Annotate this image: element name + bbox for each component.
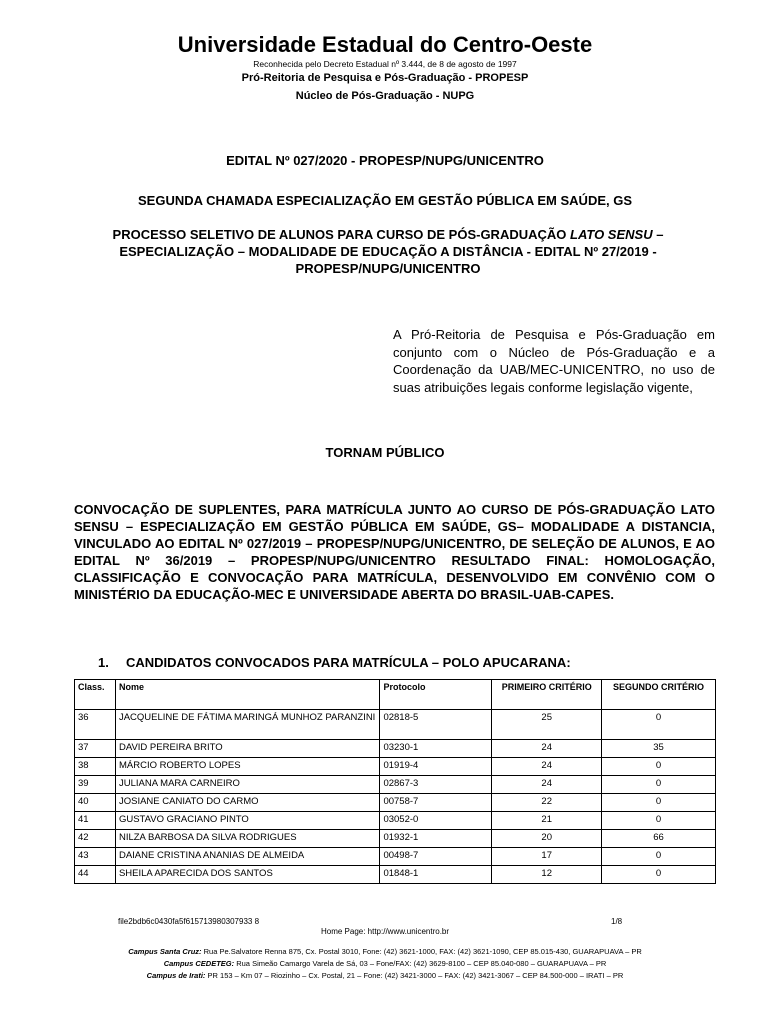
- campus-cedeteg-address: Rua Simeão Camargo Varela de Sá, 03 – Fone/FAX: (42) 3629-8100 – CEP 85.040-080 – GUARAPUAVA – PR: [234, 959, 607, 968]
- section-title: CANDIDATOS CONVOCADOS PARA MATRÍCULA – POLO APUCARANA:: [126, 655, 571, 670]
- cell-segundo: 0: [602, 710, 716, 740]
- table-row: [75, 710, 716, 740]
- candidates-table: [74, 679, 716, 884]
- processo-italic: LATO SENSU: [570, 227, 653, 242]
- campus-santa-cruz: [0, 947, 770, 956]
- home-page-link[interactable]: Home Page: http://www.unicentro.br: [320, 927, 450, 936]
- section-number: 1.: [98, 655, 109, 670]
- cell-segundo: 0: [602, 794, 716, 812]
- campus-irati-name: Campus de Irati:: [146, 971, 206, 980]
- campus-santa-cruz-name: Campus Santa Cruz:: [128, 947, 202, 956]
- cell-protocolo: 02818-5: [380, 710, 492, 740]
- cell-segundo: 0: [602, 758, 716, 776]
- section-heading: [98, 655, 571, 670]
- tornam-publico-heading: TORNAM PÚBLICO: [325, 445, 445, 460]
- cell-class: 42: [75, 830, 116, 848]
- cell-primeiro: 12: [492, 866, 602, 884]
- cell-nome: JACQUELINE DE FÁTIMA MARINGÁ MUNHOZ PARANZINI: [115, 710, 379, 740]
- header-primeiro-criterio: PRIMEIRO CRITÉRIO: [492, 680, 602, 710]
- propesp-heading: Pró-Reitoria de Pesquisa e Pós-Graduação - PROPESP: [241, 72, 529, 84]
- cell-class: 36: [75, 710, 116, 740]
- table-header-row: [75, 680, 716, 710]
- cell-primeiro: 22: [492, 794, 602, 812]
- convocacao-paragraph: CONVOCAÇÃO DE SUPLENTES, PARA MATRÍCULA JUNTO AO CURSO DE PÓS-GRADUAÇÃO LATO SENSU – ESPECIALIZAÇÃO EM GESTÃO PÚBLICA EM SAÚDE, GS– MODALIDADE A DISTANCIA, VINCULADO AO EDITAL Nº 027/2019 – PROPESP/NUPG/UNICENTRO, DE SELEÇÃO DE ALUNOS, E AO EDITAL Nº 36/2019 – PROPESP/NUPG/UNICENTRO RESULTADO FINAL: HOMOLOGAÇÃO, CLASSIFICAÇÃO E CONVOCAÇÃO PARA MATRÍCULA, DESENVOLVIDO EM CONVÊNIO COM O MINISTÉRIO DA EDUCAÇÃO-MEC E UNIVERSIDADE ABERTA DO BRASIL-UAB-CAPES.: [74, 502, 715, 602]
- cell-protocolo: 00498-7: [380, 848, 492, 866]
- campus-cedeteg: [0, 959, 770, 968]
- cell-class: 44: [75, 866, 116, 884]
- cell-nome: GUSTAVO GRACIANO PINTO: [115, 812, 379, 830]
- cell-nome: JULIANA MARA CARNEIRO: [115, 776, 379, 794]
- cell-protocolo: 03230-1: [380, 740, 492, 758]
- cell-protocolo: 03052-0: [380, 812, 492, 830]
- cell-segundo: 0: [602, 812, 716, 830]
- processo-title: [78, 226, 698, 277]
- cell-segundo: 0: [602, 866, 716, 884]
- cell-nome: SHEILA APARECIDA DOS SANTOS: [115, 866, 379, 884]
- university-name: Universidade Estadual do Centro-Oeste: [177, 32, 593, 57]
- cell-nome: JOSIANE CANIATO DO CARMO: [115, 794, 379, 812]
- table-row: [75, 794, 716, 812]
- table-row: [75, 812, 716, 830]
- cell-nome: DAVID PEREIRA BRITO: [115, 740, 379, 758]
- campus-irati: [0, 971, 770, 980]
- nupg-heading: Núcleo de Pós-Graduação - NUPG: [295, 90, 475, 102]
- page-number: 1/8: [611, 917, 623, 926]
- edital-title: EDITAL Nº 027/2020 - PROPESP/NUPG/UNICENTRO: [226, 153, 544, 168]
- processo-part2: – ESPECIALIZAÇÃO – MODALIDADE DE EDUCAÇÃO A DISTÂNCIA - EDITAL Nº 27/2019 - PROPESP/NUPG/UNICENTRO: [119, 227, 664, 276]
- cell-protocolo: 01919-4: [380, 758, 492, 776]
- file-identifier: file2bdb6c0430fa5f615713980307933 8: [118, 917, 260, 926]
- cell-class: 41: [75, 812, 116, 830]
- segunda-chamada-title: SEGUNDA CHAMADA ESPECIALIZAÇÃO EM GESTÃO PÚBLICA EM SAÚDE, GS: [137, 193, 633, 208]
- cell-primeiro: 24: [492, 740, 602, 758]
- cell-class: 39: [75, 776, 116, 794]
- intro-paragraph: A Pró-Reitoria de Pesquisa e Pós-Graduação em conjunto com o Núcleo de Pós-Graduação e a Coordenação da UAB/MEC-UNICENTRO, no uso de suas atribuições legais conforme legislação vigente,: [393, 327, 715, 395]
- header-segundo-criterio: SEGUNDO CRITÉRIO: [602, 680, 716, 710]
- cell-primeiro: 17: [492, 848, 602, 866]
- cell-class: 37: [75, 740, 116, 758]
- header-protocolo: Protocolo: [380, 680, 492, 710]
- cell-primeiro: 20: [492, 830, 602, 848]
- table-row: [75, 866, 716, 884]
- cell-primeiro: 25: [492, 710, 602, 740]
- cell-segundo: 0: [602, 776, 716, 794]
- campus-santa-cruz-address: Rua Pe.Salvatore Renna 875, Cx. Postal 3010, Fone: (42) 3621-1000, FAX: (42) 3621-1090, CEP 85.015-430, GUARAPUAVA – PR: [201, 947, 642, 956]
- cell-primeiro: 21: [492, 812, 602, 830]
- cell-protocolo: 00758-7: [380, 794, 492, 812]
- processo-part1: PROCESSO SELETIVO DE ALUNOS PARA CURSO DE PÓS-GRADUAÇÃO: [112, 227, 570, 242]
- cell-class: 40: [75, 794, 116, 812]
- cell-nome: MÁRCIO ROBERTO LOPES: [115, 758, 379, 776]
- campus-irati-address: PR 153 – Km 07 – Riozinho – Cx. Postal, 21 – Fone: (42) 3421-3000 – FAX: (42) 3421-3067 – CEP 84.500-000 – IRATI – PR: [205, 971, 624, 980]
- cell-protocolo: 01848-1: [380, 866, 492, 884]
- cell-primeiro: 24: [492, 776, 602, 794]
- table-row: [75, 740, 716, 758]
- table-row: [75, 848, 716, 866]
- campus-cedeteg-name: Campus CEDETEG:: [163, 959, 235, 968]
- recognition-decree: Reconhecida pelo Decreto Estadual nº 3.444, de 8 de agosto de 1997: [253, 59, 517, 69]
- cell-protocolo: 02867-3: [380, 776, 492, 794]
- cell-class: 43: [75, 848, 116, 866]
- table-row: [75, 830, 716, 848]
- cell-segundo: 0: [602, 848, 716, 866]
- header-class: Class.: [75, 680, 116, 710]
- table-row: [75, 758, 716, 776]
- cell-nome: NILZA BARBOSA DA SILVA RODRIGUES: [115, 830, 379, 848]
- cell-protocolo: 01932-1: [380, 830, 492, 848]
- table-row: [75, 776, 716, 794]
- cell-class: 38: [75, 758, 116, 776]
- cell-segundo: 66: [602, 830, 716, 848]
- header-nome: Nome: [115, 680, 379, 710]
- cell-primeiro: 24: [492, 758, 602, 776]
- cell-nome: DAIANE CRISTINA ANANIAS DE ALMEIDA: [115, 848, 379, 866]
- cell-segundo: 35: [602, 740, 716, 758]
